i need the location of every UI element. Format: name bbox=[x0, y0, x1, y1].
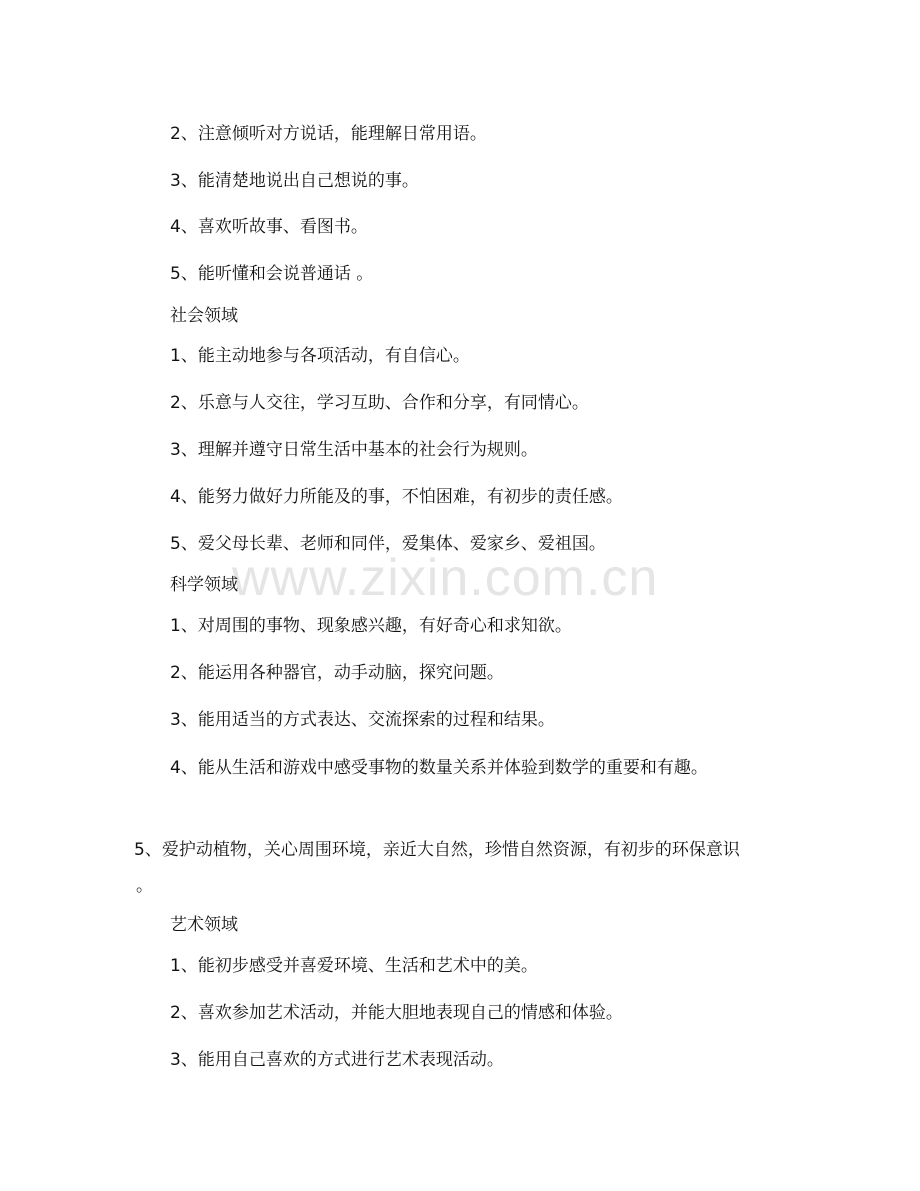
social-item-5: 5、爱父母长辈、老师和同伴，爱集体、爱家乡、爱祖国。 bbox=[170, 534, 606, 554]
art-item-1: 1、能初步感受并喜爱环境、生活和艺术中的美。 bbox=[170, 956, 538, 976]
watermark-text: www.zixin.com.cn bbox=[232, 549, 659, 607]
science-item-4: 4、能从生活和游戏中感受事物的数量关系并体验到数学的重要和有趣。 bbox=[170, 758, 708, 778]
social-heading: 社会领域 bbox=[170, 306, 238, 326]
language-item-3: 3、能清楚地说出自己想说的事。 bbox=[170, 171, 419, 191]
language-item-2: 2、注意倾听对方说话，能理解日常用语。 bbox=[170, 124, 487, 144]
science-item-1: 1、对周围的事物、现象感兴趣，有好奇心和求知欲。 bbox=[170, 616, 572, 636]
science-item-5: 5、爱护动植物，关心周围环境，亲近大自然，珍惜自然资源，有初步的环保意识 bbox=[134, 840, 740, 860]
social-item-2: 2、乐意与人交往，学习互助、合作和分享，有同情心。 bbox=[170, 393, 589, 413]
art-heading: 艺术领域 bbox=[170, 915, 238, 935]
social-item-1: 1、能主动地参与各项活动，有自信心。 bbox=[170, 346, 470, 366]
science-item-3: 3、能用适当的方式表达、交流探索的过程和结果。 bbox=[170, 710, 555, 730]
art-item-2: 2、喜欢参加艺术活动，并能大胆地表现自己的情感和体验。 bbox=[170, 1003, 623, 1023]
science-item-2: 2、能运用各种器官，动手动脑，探究问题。 bbox=[170, 663, 504, 683]
language-item-4: 4、喜欢听故事、看图书。 bbox=[170, 217, 368, 237]
science-heading: 科学领域 bbox=[170, 575, 238, 595]
social-item-3: 3、理解并遵守日常生活中基本的社会行为规则。 bbox=[170, 440, 538, 460]
science-item-5-tail: 。 bbox=[136, 876, 153, 896]
language-item-5: 5、能听懂和会说普通话 。 bbox=[170, 264, 374, 284]
art-item-3: 3、能用自己喜欢的方式进行艺术表现活动。 bbox=[170, 1050, 504, 1070]
social-item-4: 4、能努力做好力所能及的事，不怕困难，有初步的责任感。 bbox=[170, 487, 623, 507]
